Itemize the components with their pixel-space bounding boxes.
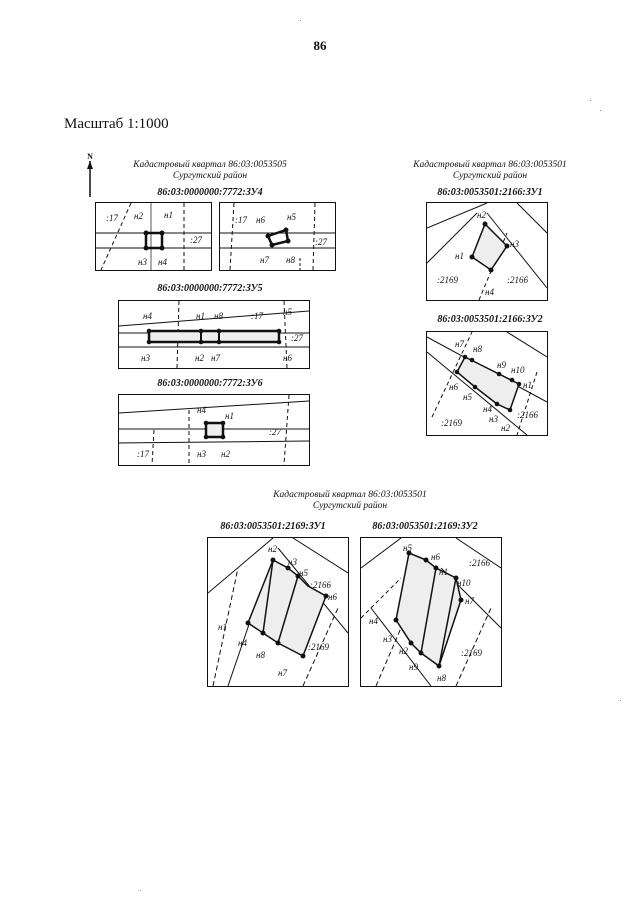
- svg-text:н1: н1: [196, 311, 205, 321]
- svg-text::17: :17: [106, 213, 118, 223]
- scale-label: Масштаб 1:1000: [64, 116, 169, 132]
- zu5-title: 86:03:0000000:7772:ЗУ5: [157, 283, 263, 294]
- map-zu2-2166: [426, 331, 548, 436]
- block-1-caption: [100, 160, 320, 182]
- block-3-district: Сургутский район: [312, 501, 388, 511]
- page-number: 86: [313, 38, 327, 53]
- svg-text:н4: н4: [197, 405, 206, 415]
- zu2-2169-title: 86:03:0053501:2169:ЗУ2: [372, 521, 478, 532]
- zu1-2166-title: 86:03:0053501:2166:ЗУ1: [437, 187, 543, 198]
- map-zu5: [118, 300, 310, 369]
- svg-text::2169: :2169: [437, 275, 458, 285]
- svg-text:н3: н3: [141, 353, 150, 363]
- map-zu1-2166: [426, 202, 548, 301]
- zu6-title: 86:03:0000000:7772:ЗУ6: [157, 378, 263, 389]
- svg-text:н10: н10: [457, 578, 471, 588]
- svg-text::2169: :2169: [441, 418, 462, 428]
- svg-text:н6: н6: [431, 552, 440, 562]
- svg-text::27: :27: [291, 333, 303, 343]
- svg-text::17: :17: [137, 449, 149, 459]
- svg-text::2166: :2166: [517, 410, 538, 420]
- svg-text:н7: н7: [278, 668, 287, 678]
- block-1-quarter: Кадастровый квартал 86:03:0053505: [133, 160, 287, 170]
- svg-text:н3: н3: [510, 239, 519, 249]
- svg-text:н4: н4: [238, 638, 247, 648]
- svg-text:н5: н5: [463, 392, 472, 402]
- svg-text:н1: н1: [523, 380, 532, 390]
- svg-text:н9: н9: [497, 360, 506, 370]
- map-zu1-2169: [207, 537, 349, 687]
- svg-text:н6: н6: [328, 592, 337, 602]
- block-2-caption: [380, 160, 600, 182]
- map-zu4-right: [219, 202, 336, 271]
- svg-text:н8: н8: [286, 255, 295, 265]
- block-3-caption: [240, 490, 460, 512]
- svg-text:н7: н7: [211, 353, 220, 363]
- svg-text:н2: н2: [268, 544, 277, 554]
- svg-text:н2: н2: [195, 353, 204, 363]
- svg-text::27: :27: [315, 237, 327, 247]
- svg-text:н10: н10: [511, 365, 525, 375]
- svg-text:н4: н4: [485, 287, 494, 297]
- svg-text:н8: н8: [214, 311, 223, 321]
- svg-text:н4: н4: [158, 257, 167, 267]
- svg-text::2166: :2166: [507, 275, 528, 285]
- map-zu2-2169: [360, 537, 502, 687]
- svg-text:н7: н7: [465, 596, 474, 606]
- svg-text:н5: н5: [403, 543, 412, 553]
- svg-text:н2: н2: [221, 449, 230, 459]
- svg-text:н9: н9: [409, 662, 418, 672]
- svg-text::17: :17: [251, 311, 263, 321]
- svg-text::2166: :2166: [469, 558, 490, 568]
- svg-text:н3: н3: [383, 634, 392, 644]
- svg-text:н8: н8: [473, 344, 482, 354]
- svg-text:н2: н2: [477, 210, 486, 220]
- map-zu6: [118, 394, 310, 466]
- zu2-2166-title: 86:03:0053501:2166:ЗУ2: [437, 314, 543, 325]
- svg-text:н4: н4: [483, 404, 492, 414]
- svg-text:н6: н6: [283, 353, 292, 363]
- block-3-quarter: Кадастровый квартал 86:03:0053501: [273, 490, 427, 500]
- svg-text:н7: н7: [260, 255, 269, 265]
- svg-text:н1: н1: [455, 251, 464, 261]
- svg-text:н5: н5: [283, 307, 292, 317]
- svg-text:н4: н4: [143, 311, 152, 321]
- svg-text::2166: :2166: [310, 580, 331, 590]
- svg-text:н4: н4: [369, 616, 378, 626]
- svg-text:н1: н1: [439, 567, 448, 577]
- svg-text:н2: н2: [134, 211, 143, 221]
- map-zu4-left: [95, 202, 212, 271]
- svg-text:н5: н5: [299, 568, 308, 578]
- svg-text:н3: н3: [288, 557, 297, 567]
- zu1-2169-title: 86:03:0053501:2169:ЗУ1: [220, 521, 326, 532]
- svg-text::27: :27: [190, 235, 202, 245]
- svg-text:н3: н3: [138, 257, 147, 267]
- svg-text:н1: н1: [164, 210, 173, 220]
- block-2-quarter: Кадастровый квартал 86:03:0053501: [413, 160, 567, 170]
- svg-text:н8: н8: [437, 673, 446, 683]
- svg-text:н3: н3: [197, 449, 206, 459]
- svg-text::27: :27: [269, 427, 281, 437]
- svg-text:н1: н1: [225, 411, 234, 421]
- svg-text:н5: н5: [287, 212, 296, 222]
- svg-text::2169: :2169: [308, 642, 329, 652]
- block-1-district: Сургутский район: [172, 171, 248, 181]
- svg-text:н3: н3: [489, 414, 498, 424]
- svg-text:н6: н6: [449, 382, 458, 392]
- svg-text:н2: н2: [501, 423, 510, 433]
- north-arrow-icon: N: [86, 152, 94, 199]
- svg-text:н6: н6: [256, 215, 265, 225]
- block-2-district: Сургутский район: [452, 171, 528, 181]
- zu4-title: 86:03:0000000:7772:ЗУ4: [157, 187, 263, 198]
- svg-text:н2: н2: [399, 646, 408, 656]
- svg-text:н8: н8: [256, 650, 265, 660]
- svg-text:н1: н1: [218, 622, 227, 632]
- svg-text::17: :17: [235, 215, 247, 225]
- svg-text::2169: :2169: [461, 648, 482, 658]
- svg-text:н7: н7: [455, 339, 464, 349]
